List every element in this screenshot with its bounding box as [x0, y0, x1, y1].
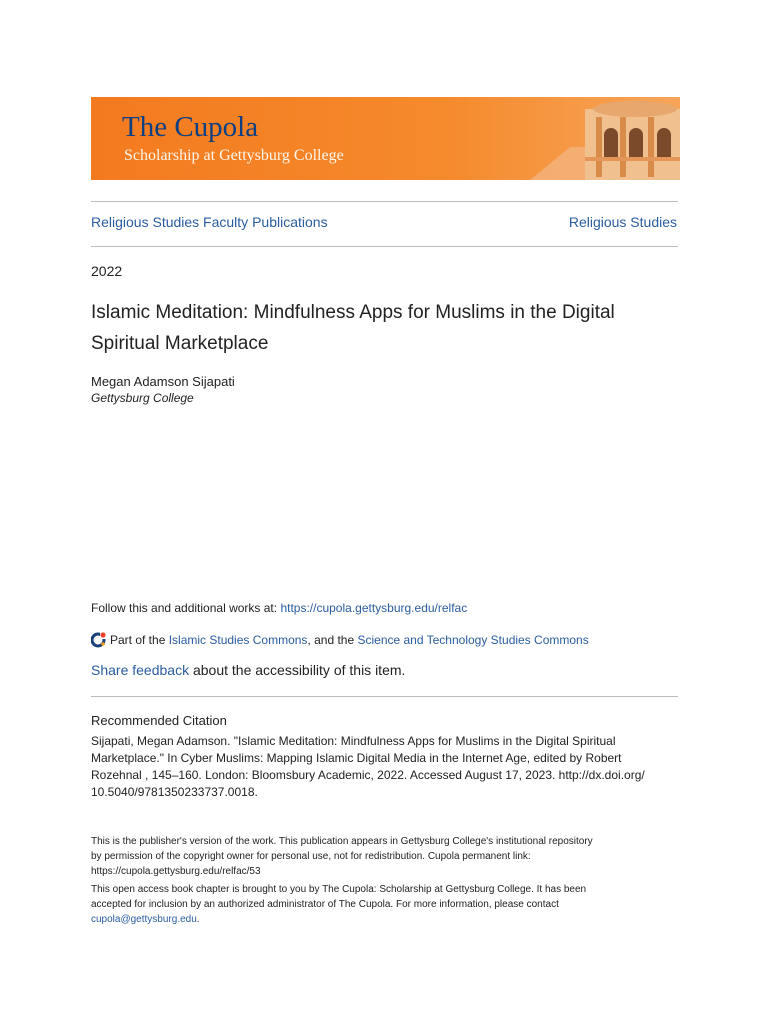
notice-line: This is the publisher's version of the work. This publication appears in Gettysburg College's institutional repository	[91, 836, 593, 847]
follow-line	[91, 601, 467, 615]
notice-line	[91, 912, 691, 927]
notice-line: This open access book chapter is brought to you by The Cupola: Scholarship at Gettysburg College. It has been	[91, 884, 587, 895]
part-of-line	[91, 632, 589, 648]
citation-text	[91, 733, 691, 801]
divider	[91, 246, 678, 247]
publisher-notice	[91, 834, 691, 879]
notice-line: accepted for inclusion by an authorized administrator of The Cupola. For more information, please contact	[91, 899, 559, 910]
part-of-prefix: Part of the	[110, 633, 169, 647]
title-line: Islamic Meditation: Mindfulness Apps for Muslims in the Digital	[91, 302, 615, 323]
citation-line: Marketplace." In Cyber Muslims: Mapping Islamic Digital Media in the Internet Age, edited by Robert	[91, 751, 622, 765]
bepress-commons-icon	[91, 632, 107, 648]
share-feedback-link[interactable]: Share feedback	[91, 662, 190, 678]
citation-line: 10.5040/9781350233737.0018.	[91, 785, 258, 799]
open-access-notice	[91, 882, 691, 927]
banner-subtitle: Scholarship at Gettysburg College	[124, 147, 344, 164]
series-link[interactable]: Religious Studies Faculty Publications	[91, 214, 328, 230]
cupola-banner	[91, 97, 680, 180]
contact-email-link[interactable]: cupola@gettysburg.edu	[91, 914, 197, 925]
cupola-building-icon	[530, 97, 680, 180]
notice-line: https://cupola.gettysburg.edu/relfac/53	[91, 866, 261, 877]
publication-year: 2022	[91, 263, 123, 279]
feedback-line	[91, 662, 405, 678]
citation-heading: Recommended Citation	[91, 713, 227, 728]
follow-prefix: Follow this and additional works at:	[91, 601, 281, 615]
sts-commons-link[interactable]: Science and Technology Studies Commons	[357, 633, 589, 647]
author-affiliation: Gettysburg College	[91, 391, 194, 405]
divider	[91, 696, 678, 697]
follow-link[interactable]: https://cupola.gettysburg.edu/relfac	[280, 601, 468, 615]
notice-end: .	[196, 914, 200, 925]
feedback-text: about the accessibility of this item.	[189, 662, 406, 678]
document-title	[91, 297, 691, 359]
notice-line: by permission of the copyright owner for personal use, not for redistribution. Cupola permanent link:	[91, 851, 531, 862]
part-of-middle: , and the	[307, 633, 358, 647]
title-line: Spiritual Marketplace	[91, 333, 269, 354]
islamic-studies-commons-link[interactable]: Islamic Studies Commons	[168, 633, 308, 647]
citation-line: Rozehnal , 145–160. London: Bloomsbury Academic, 2022. Accessed August 17, 2023. http://dx.doi.org/	[91, 768, 645, 782]
author-name: Megan Adamson Sijapati	[91, 374, 235, 389]
banner-title: The Cupola	[122, 111, 259, 143]
citation-line: Sijapati, Megan Adamson. "Islamic Meditation: Mindfulness Apps for Muslims in the Digital Spiritual	[91, 734, 616, 748]
divider	[91, 201, 678, 202]
department-link[interactable]: Religious Studies	[568, 214, 677, 230]
